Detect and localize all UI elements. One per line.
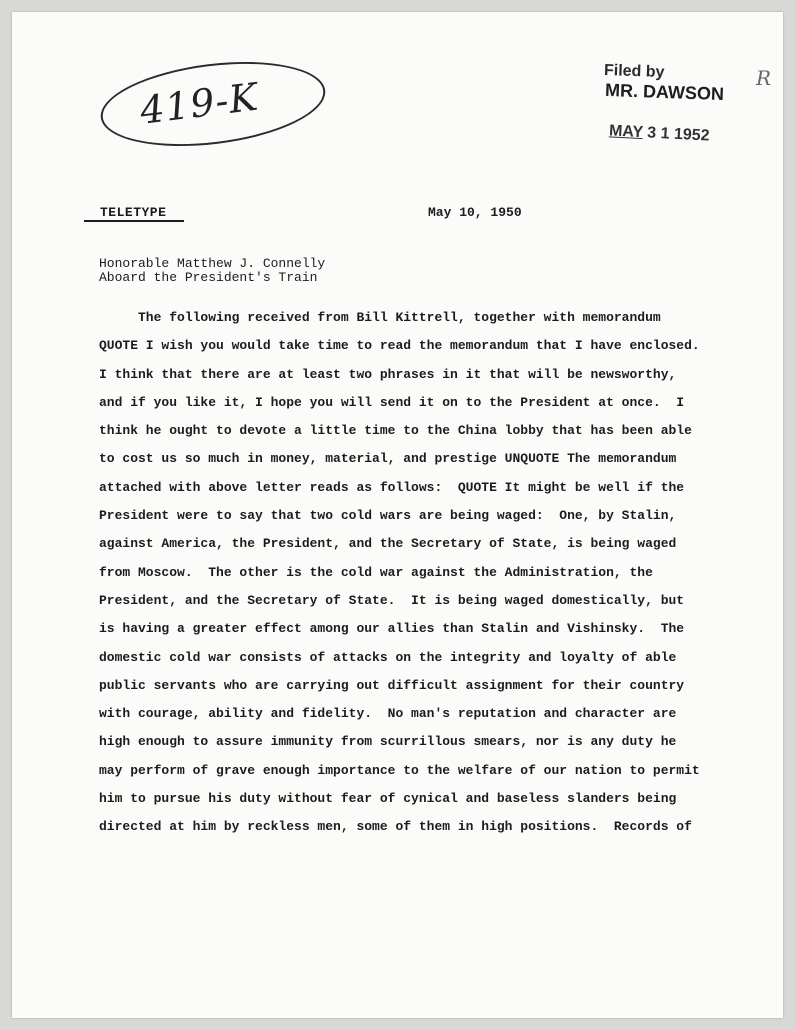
body-line: is having a greater effect among our allies than Stalin and Vishinsky. The: [99, 621, 685, 637]
file-reference-text: 419-K: [137, 74, 261, 133]
body-line: QUOTE I wish you would take time to read the memorandum that I have enclosed.: [99, 338, 700, 354]
body-line: President, and the Secretary of State. It is being waged domestically, but: [99, 592, 685, 608]
filed-date-stamp: [609, 122, 710, 145]
body-line: against America, the President, and the Secretary of State, is being waged: [99, 536, 677, 552]
filed-by-stamp-label: Filed by: [603, 61, 665, 82]
memo-body: [99, 304, 749, 842]
addressee-name: Honorable Matthew J. Connelly: [99, 256, 326, 271]
memo-type-label: TELETYPE: [100, 205, 167, 220]
teletype-underline: [84, 220, 184, 222]
body-line: think he ought to devote a little time to the China lobby that has been able: [99, 423, 692, 439]
filed-date-month: MAY: [608, 122, 644, 142]
handwritten-file-reference: [96, 51, 330, 158]
body-line: I think that there are at least two phrases in it that will be newsworthy,: [99, 366, 677, 382]
body-line: with courage, ability and fidelity. No man's reputation and character are: [99, 706, 677, 722]
body-line: high enough to assure immunity from scurrillous smears, nor is any duty he: [99, 734, 677, 750]
body-line: President were to say that two cold wars are being waged: One, by Stalin,: [99, 508, 677, 524]
filed-by-stamp-name: MR. DAWSON: [604, 79, 725, 105]
addressee-location: Aboard the President's Train: [99, 270, 318, 285]
body-line: directed at him by reckless men, some of them in high positions. Records of: [99, 819, 692, 835]
body-line: The following received from Bill Kittrell, together with memorandum: [99, 310, 661, 325]
body-line: and if you like it, I hope you will send it on to the President at once. I: [99, 394, 685, 410]
memo-date: May 10, 1950: [428, 205, 522, 220]
body-line: domestic cold war consists of attacks on the integrity and loyalty of able: [99, 649, 677, 665]
filed-date-day-year: 3 1 1952: [646, 124, 710, 145]
body-line: from Moscow. The other is the cold war against the Administration, the: [99, 564, 653, 580]
body-line: attached with above letter reads as follows: QUOTE It might be well if the: [99, 479, 685, 495]
document-page: [12, 12, 783, 1018]
body-line: to cost us so much in money, material, and prestige UNQUOTE The memorandum: [99, 451, 677, 467]
body-line: public servants who are carrying out difficult assignment for their country: [99, 677, 685, 693]
body-line: may perform of grave enough importance to the welfare of our nation to permit: [99, 762, 700, 778]
corner-handwritten-mark: R: [756, 66, 772, 90]
body-line: him to pursue his duty without fear of cynical and baseless slanders being: [99, 791, 677, 807]
